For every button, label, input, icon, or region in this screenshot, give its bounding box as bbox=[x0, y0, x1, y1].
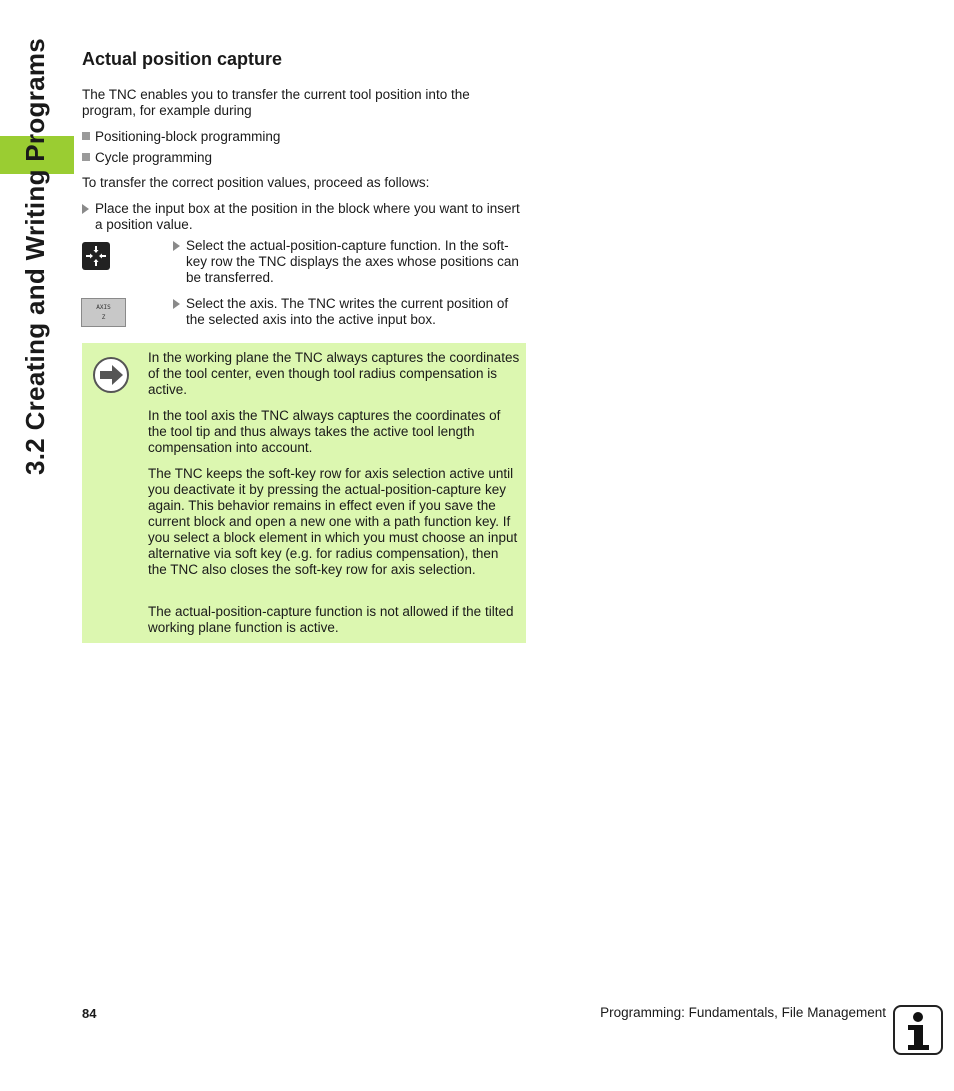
square-bullet-icon bbox=[82, 132, 90, 140]
bullet-item bbox=[82, 150, 212, 166]
actual-position-capture-key-icon[interactable] bbox=[82, 242, 110, 270]
page-heading: Actual position capture bbox=[82, 49, 283, 69]
note-paragraph: In the working plane the TNC always captures the coordinates of the tool center, even though tool radius compensation is active. bbox=[148, 350, 520, 397]
footer-title: Programming: Fundamentals, File Management bbox=[600, 1005, 886, 1020]
triangle-bullet-icon bbox=[173, 241, 180, 251]
note-paragraph: The actual-position-capture function is not allowed if the tilted working plane function is active. bbox=[148, 604, 514, 635]
step-place-input-box bbox=[82, 201, 522, 233]
note-paragraph: The TNC keeps the soft-key row for axis selection active until you deactivate it by pressing the actual-position-capture key again. This behavior remains in effect even if you save the current block and open a new one with a path function key. If you select a block element in which you must choose an input alternative via soft key (e.g. for radius compensation), then the TNC also closes the soft-key row for axis selection. bbox=[148, 466, 518, 577]
step-text: Select the actual-position-capture function. In the soft-key row the TNC displays the axes whose positions can be transferred. bbox=[186, 238, 519, 285]
note-box bbox=[82, 343, 526, 643]
step-select-axis bbox=[173, 296, 528, 328]
intro-paragraph: The TNC enables you to transfer the current tool position into the program, for example during bbox=[82, 87, 470, 118]
bullet-item bbox=[82, 129, 280, 145]
square-bullet-icon bbox=[82, 153, 90, 161]
transfer-intro-paragraph: To transfer the correct position values, proceed as follows: bbox=[82, 175, 430, 190]
axis-z-softkey[interactable] bbox=[81, 298, 126, 327]
triangle-bullet-icon bbox=[82, 204, 89, 214]
info-icon bbox=[893, 1005, 943, 1055]
capture-crosshair-icon bbox=[82, 242, 110, 270]
softkey-line1: AXIS bbox=[96, 304, 111, 311]
step-text: Place the input box at the position in the block where you want to insert a position value. bbox=[95, 201, 520, 232]
bullet-text: Cycle programming bbox=[95, 150, 213, 165]
bullet-text: Positioning-block programming bbox=[95, 129, 281, 144]
triangle-bullet-icon bbox=[173, 299, 180, 309]
step-text: Select the axis. The TNC writes the current position of the selected axis into the active input box. bbox=[186, 296, 509, 327]
page-number: 84 bbox=[82, 1006, 97, 1021]
note-paragraph: In the tool axis the TNC always captures the coordinates of the tool tip and thus always takes the active tool length compensation into account. bbox=[148, 408, 501, 455]
softkey-line2: Z bbox=[101, 314, 106, 321]
step-select-function bbox=[173, 238, 523, 286]
section-title-text: 3.2 Creating and Writing Programs bbox=[20, 37, 50, 475]
arrow-right-circle-icon bbox=[92, 356, 130, 394]
